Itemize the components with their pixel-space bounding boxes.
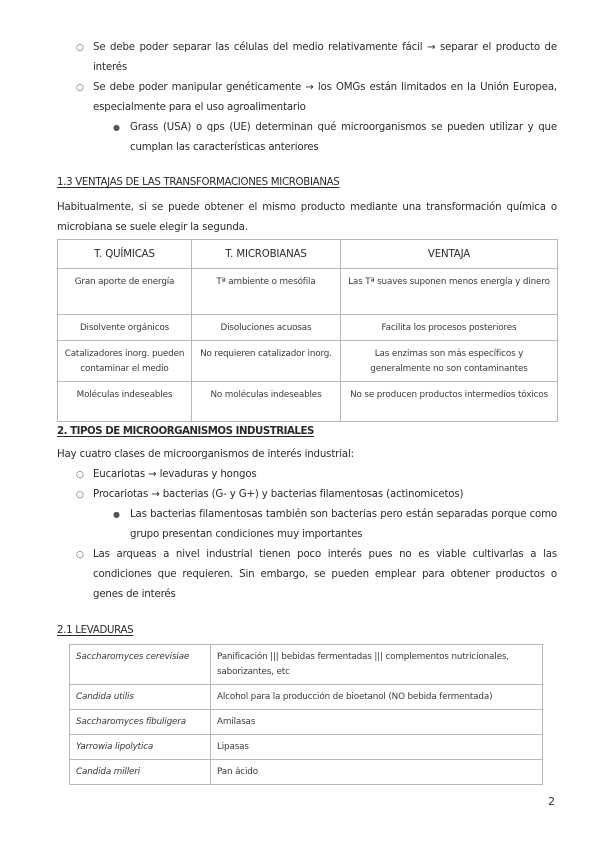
table-cell: No moléculas indeseables [192,382,341,422]
hollow-bullet-icon: ○ [76,470,84,480]
paragraph: Habitualmente, si se puede obtener el mismo producto mediante una transformación química o microbiana se suele elegir la segunda. [57,202,557,233]
table-cell: Las enzimas son más específicos y generalmente no son contaminantes [341,341,558,382]
use-cell: Alcohol para la producción de bioetanol (NO bebida fermentada) [211,685,543,710]
table-cell: Las Tª suaves suponen menos energía y dinero [341,269,558,315]
list-item: Procariotas → bacterias (G- y G+) y bacterias filamentosas (actinomicetos) [93,489,464,500]
species-cell: Saccharomyces cerevisiae [70,645,211,685]
table-row [58,382,558,422]
use-cell: Panificación ||| bebidas fermentadas ||| complementos nutricionales, saborizantes, etc [211,645,543,685]
species-cell: Candida utilis [70,685,211,710]
species-cell: Saccharomyces fibuligera [70,710,211,735]
table-cell: No se producen productos intermedios tóxicos [341,382,558,422]
yeast-table [69,644,543,785]
section-heading: 2.1 LEVADURAS [57,625,134,636]
use-cell: Pan ácido [211,760,543,785]
column-header: VENTAJA [341,240,558,269]
column-header: T. MICROBIANAS [192,240,341,269]
page-number: 2 [548,795,555,808]
hollow-bullet-icon: ○ [76,550,84,560]
use-cell: Lipasas [211,735,543,760]
table-cell: Disoluciones acuosas [192,315,341,341]
table-row [58,315,558,341]
list-item: Las arqueas a nivel industrial tienen poco interés pues no es viable cultivarlas a las condiciones que requieren. Sin embargo, se pueden emplear para obtener productos o genes de interés [93,549,557,600]
hollow-bullet-icon: ○ [76,83,84,93]
list-item: Grass (USA) o qps (UE) determinan qué microorganismos se pueden utilizar y que cumplan las características anteriores [130,122,557,153]
filled-bullet-icon: ● [113,123,120,132]
section-heading: 1.3 VENTAJAS DE LAS TRANSFORMACIONES MICROBIANAS [57,177,340,188]
table-cell: Facilita los procesos posteriores [341,315,558,341]
list-item: Se debe poder separar las células del medio relativamente fácil → separar el producto de interés [93,42,557,73]
comparison-table [57,239,558,422]
list-item: Se debe poder manipular genéticamente → los OMGs están limitados en la Unión Europea, especialmente para el uso agroalimentario [93,82,557,113]
table-cell: Disolvente orgánicos [58,315,192,341]
table-header-row [58,240,558,269]
table-row [70,685,543,710]
species-cell: Yarrowia lipolytica [70,735,211,760]
table-row [58,341,558,382]
table-row [70,760,543,785]
section-heading: 2. TIPOS DE MICROORGANISMOS INDUSTRIALES [57,426,314,437]
table-cell: Catalizadores inorg. pueden contaminar el medio [58,341,192,382]
table-cell: Moléculas indeseables [58,382,192,422]
filled-bullet-icon: ● [113,510,120,519]
table-cell: Gran aporte de energía [58,269,192,315]
table-row [70,735,543,760]
list-item: Las bacterias filamentosas también son bacterias pero están separadas porque como grupo presentan condiciones muy importantes [130,509,557,540]
hollow-bullet-icon: ○ [76,490,84,500]
table-row [58,269,558,315]
column-header: T. QUÍMICAS [58,240,192,269]
use-cell: Amilasas [211,710,543,735]
table-cell: Tª ambiente o mesófila [192,269,341,315]
table-cell: No requieren catalizador inorg. [192,341,341,382]
table-row [70,645,543,685]
hollow-bullet-icon: ○ [76,43,84,53]
list-item: Eucariotas → levaduras y hongos [93,469,257,480]
paragraph: Hay cuatro clases de microorganismos de interés industrial: [57,449,354,460]
species-cell: Candida milleri [70,760,211,785]
table-row [70,710,543,735]
